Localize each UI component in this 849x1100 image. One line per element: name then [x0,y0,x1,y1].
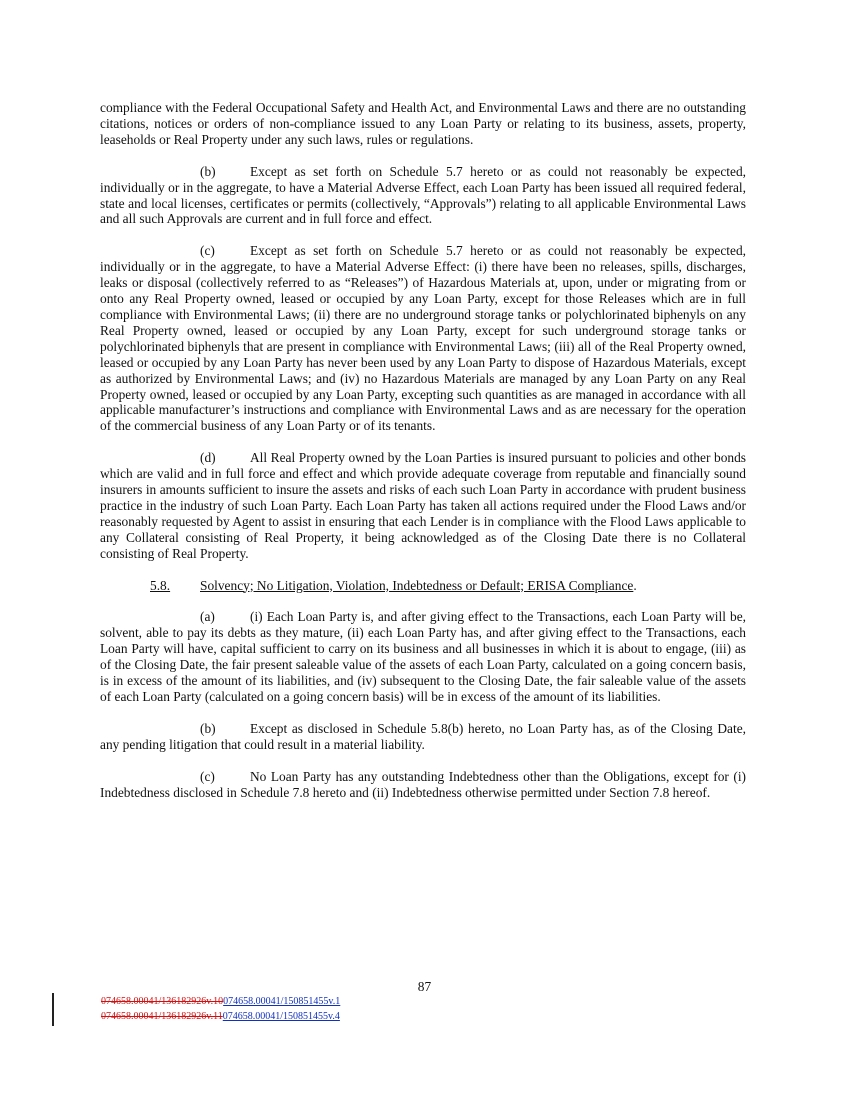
paragraph-c-text: Except as set forth on Schedule 5.7 hereto or as could not reasonably be expected, individually or in the aggregate, to have a Material Adverse Effect: (i) there have been no releases, spills, discharges, leaks or disposal (collectively referred to as “Releases”) of Hazardous Materials at, upon, under or migrating from or onto any Real Property owned, leased or occupied by any Loan Party, except for those Releases which are in full compliance with Environmental Laws; (ii) there are no underground storage tanks or polychlorinated biphenyls on any Real Property owned, leased or occupied by any Loan Party, except for such underground storage tanks or polychlorinated biphenyls that are present in compliance with Environmental Laws; (iii) all of the Real Property owned, leased or occupied by any Loan Party has never been used by any Loan Party to dispose of Hazardous Materials, except as authorized by Environmental Laws; and (iv) no Hazardous Materials are managed by any Loan Party on any Real Property owned, leased or occupied by any Loan Party, excepting such quantities as are managed in accordance with all applicable manufacturer’s instructions and compliance with Environmental Laws and as are necessary for the operation of the commercial business of any Loan Party or of its tenants. [100,243,746,434]
section-paragraph-c-text: No Loan Party has any outstanding Indebtedness other than the Obligations, except for (i) Indebtedness disclosed in Schedule 7.8 hereto and (ii) Indebtedness otherwise permitted under Section 7.8 hereof. [100,768,746,800]
section-paragraph-c [100,769,746,801]
document-id-2 [101,1011,340,1022]
paragraph-intro: compliance with the Federal Occupational Safety and Health Act, and Environmental Laws and there are no outstanding citations, notices or orders of non-compliance issued to any Loan Party or relating to its business, assets, property, leaseholds or Real Property under any such laws, rules or regulations. [100,100,746,147]
paragraph-d-number: (d) [200,450,216,466]
section-title-period: . [633,577,637,593]
section-paragraph-a [100,609,746,704]
section-paragraph-b-text: Except as disclosed in Schedule 5.8(b) hereto, no Loan Party has, as of the Closing Date, any pending litigation that could result in a material liability. [100,720,746,752]
paragraph-c-number: (c) [200,243,215,259]
paragraph-d [100,450,746,561]
section-title: Solvency; No Litigation, Violation, Indebtedness or Default; ERISA Compliance [200,577,634,593]
paragraph-d-text: All Real Property owned by the Loan Parties is insured pursuant to policies and other bonds which are valid and in full force and effect and which provide adequate coverage from reputable and financially sound insurers in amounts sufficient to insure the assets and risks of each such Loan Party in accordance with prudent business practice in the industry of such Loan Party. Each Loan Party has taken all actions required under the Flood Laws and/or reasonably requested by Agent to assist in ensuring that each Lender is in compliance with the Flood Laws applicable to any Collateral consisting of Real Property, it being acknowledged as of the Closing Date there is no Collateral consisting of Real Property. [100,450,746,561]
document-page [100,100,746,801]
paragraph-b-number: (b) [200,163,216,179]
paragraph-c [100,243,746,434]
section-paragraph-a-number: (a) [200,609,215,625]
section-heading [100,578,746,594]
document-id-2-deleted: 074658.00041/136182926v.11 [101,1011,223,1022]
document-id-1-inserted: 074658.00041/150851455v.1 [223,996,341,1007]
page-number: 87 [417,979,432,994]
paragraph-b [100,164,746,228]
section-paragraph-b [100,721,746,753]
section-paragraph-b-number: (b) [200,720,216,736]
document-id-2-inserted: 074658.00041/150851455v.4 [222,1011,340,1022]
section-paragraph-c-number: (c) [200,768,215,784]
section-number: 5.8. [150,577,171,593]
document-id-1 [101,996,340,1007]
paragraph-b-text: Except as set forth on Schedule 5.7 hereto or as could not reasonably be expected, individually or in the aggregate, to have a Material Adverse Effect, each Loan Party has been issued all required federal, state and local licenses, certificates or permits (collectively, “Approvals”) relating to all applicable Environmental Laws and all such Approvals are current and in full force and effect. [100,163,746,227]
document-id-1-deleted: 074658.00041/136182926v.10 [101,996,224,1007]
change-bar [52,993,54,1026]
section-paragraph-a-text: (i) Each Loan Party is, and after giving effect to the Transactions, each Loan Party will be, solvent, able to pay its debts as they mature, (ii) each Loan Party has, and after giving effect to the Transactions, each Loan Party will have, capital sufficient to carry on its business and all businesses in which it is about to engage, (iii) as of the Closing Date, the fair present saleable value of the assets of each Loan Party, calculated on a going concern basis, is in excess of the amount of its liabilities, and (iv) subsequent to the Closing Date, the fair saleable value of the assets of each Loan Party (calculated on a going concern basis) will be in excess of the amount of its liabilities. [100,609,746,704]
